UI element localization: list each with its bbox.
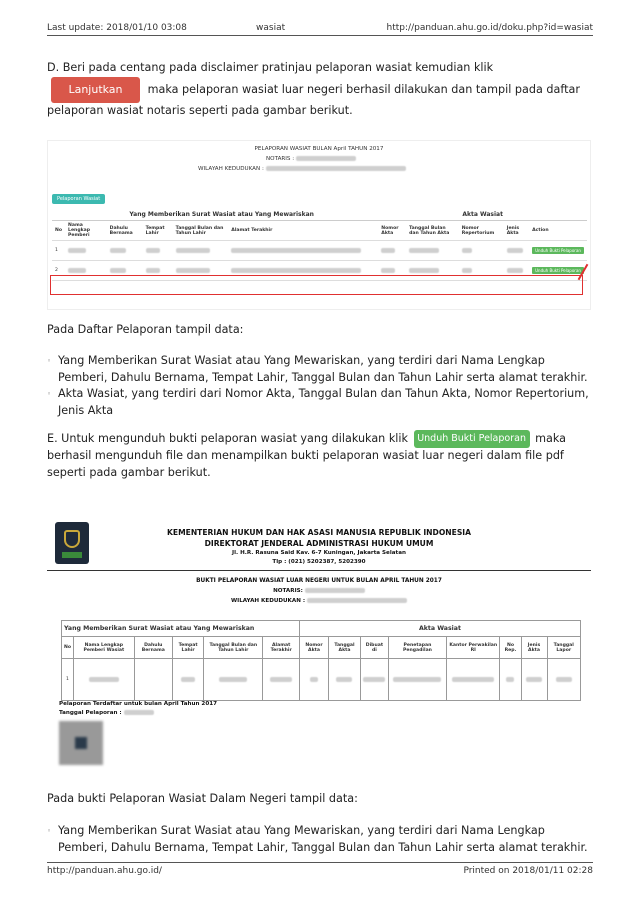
pdf-address: Jl. H.R. Rasuna Said Kav. 6-7 Kuningan, Jakarta Selatan bbox=[232, 550, 406, 556]
page-header bbox=[47, 20, 593, 36]
bukti-pelaporan-table bbox=[61, 620, 581, 701]
col-header: Tanggal Bulan dan Tahun Lahir bbox=[173, 221, 229, 241]
divider bbox=[47, 570, 591, 571]
col-header: No bbox=[52, 221, 65, 241]
col-header: Nomor Akta bbox=[299, 637, 328, 659]
table-row: 2 Unduh Bukti Pelaporan bbox=[52, 261, 587, 281]
pdf-wilayah: WILAYAH KEDUDUKAN : bbox=[47, 598, 591, 604]
page-url: http://panduan.ahu.go.id/doku.php?id=wasiat bbox=[386, 23, 593, 33]
pdf-foot1: Pelaporan Terdaftar untuk bulan April Tahun 2017 bbox=[59, 701, 217, 707]
unduh-bukti-pelaporan-button[interactable]: Unduh Bukti Pelaporan bbox=[414, 430, 530, 448]
pdf-phone: Tlp : (021) 5202387, 5202390 bbox=[272, 559, 366, 565]
col-header: Dibuat di bbox=[360, 637, 388, 659]
screenshot1-wilayah: WILAYAH KEDUDUKAN : bbox=[198, 166, 406, 172]
col-header: Nomor Akta bbox=[378, 221, 406, 241]
footer-site: http://panduan.ahu.go.id/ bbox=[47, 866, 162, 876]
bukti-pelaporan-pdf-screenshot bbox=[47, 512, 591, 774]
daftar-pelaporan-screenshot bbox=[47, 140, 591, 310]
pdf-doc-title: BUKTI PELAPORAN WASIAT LUAR NEGERI UNTUK BULAN APRIL TAHUN 2017 bbox=[196, 578, 442, 584]
unduh-bukti-button[interactable]: Unduh Bukti Pelaporan bbox=[532, 267, 584, 274]
redacted-text bbox=[266, 166, 406, 171]
col-header: Jenis Akta bbox=[521, 637, 547, 659]
bullet-icon: ◦ bbox=[47, 827, 52, 835]
list1-label: Pada Daftar Pelaporan tampil data: bbox=[47, 323, 244, 336]
col-header: Nomor Repertorium bbox=[459, 221, 504, 241]
col-header: Dahulu Bernama bbox=[107, 221, 143, 241]
col-header: No Rep. bbox=[500, 637, 521, 659]
section-e-text-before: E. Untuk mengunduh bukti pelaporan wasiat yang dilakukan klik bbox=[47, 432, 409, 445]
page-title: wasiat bbox=[256, 23, 286, 33]
unduh-bukti-button[interactable]: Unduh Bukti Pelaporan bbox=[532, 247, 584, 254]
screenshot1-title: PELAPORAN WASIAT BULAN April TAHUN 2017 bbox=[254, 146, 384, 152]
col-header: Alamat Terakhir bbox=[263, 637, 300, 659]
section-d-paragraph bbox=[47, 60, 593, 119]
redacted-text bbox=[296, 156, 356, 161]
col-header: Tanggal Bulan dan Tahun Lahir bbox=[204, 637, 263, 659]
col-header: Penetapan Pengadilan bbox=[388, 637, 446, 659]
section-d-text-after: maka pelaporan wasiat luar negeri berhasil dilakukan dan tampil pada daftar pelaporan wasiat notaris seperti pada gambar berikut. bbox=[47, 82, 580, 117]
col-header: Tempat Lahir bbox=[172, 637, 203, 659]
col-header: Dahulu Bernama bbox=[134, 637, 172, 659]
pdf-heading1: KEMENTERIAN HUKUM DAN HAK ASASI MANUSIA REPUBLIK INDONESIA bbox=[167, 528, 471, 537]
group-akta: Akta Wasiat bbox=[299, 621, 580, 637]
table-row: 1 bbox=[62, 659, 581, 701]
col-header: No bbox=[62, 637, 74, 659]
col-header: Nama Lengkap Pemberi Wasiat bbox=[74, 637, 135, 659]
page-footer bbox=[47, 862, 593, 878]
col-header: Tanggal Lapor bbox=[547, 637, 581, 659]
col-header: Nama Lengkap Pemberi bbox=[65, 221, 107, 241]
pdf-notaris: NOTARIS: bbox=[47, 588, 591, 594]
col-header: Tanggal Bulan dan Tahun Akta bbox=[406, 221, 459, 241]
col-header: Alamat Terakhir bbox=[228, 221, 378, 241]
list1 bbox=[47, 353, 593, 419]
footer-printed: Printed on 2018/01/11 02:28 bbox=[463, 866, 593, 876]
list2 bbox=[47, 823, 593, 856]
highlight-box bbox=[50, 275, 583, 295]
col-header: Tanggal Akta bbox=[329, 637, 361, 659]
lanjutkan-button[interactable]: Lanjutkan bbox=[51, 77, 140, 103]
pdf-foot2: Tanggal Pelaporan : bbox=[59, 710, 154, 716]
list-item: ◦ Yang Memberikan Surat Wasiat atau Yang Mewariskan, yang terdiri dari Nama Lengkap Pemberi, Dahulu Bernama, Tempat Lahir, Tanggal Bulan dan Tahun Lahir serta alamat terakhir. bbox=[47, 354, 588, 384]
col-header: Kantor Perwakilan RI bbox=[447, 637, 500, 659]
screenshot1-notaris: NOTARIS : bbox=[266, 156, 356, 162]
group-pemberi: Yang Memberikan Surat Wasiat atau Yang Mewariskan bbox=[65, 209, 378, 221]
pelaporan-wasiat-pill[interactable]: Pelaporan Wasiat bbox=[52, 194, 105, 204]
pdf-heading2: DIREKTORAT JENDERAL ADMINISTRASI HUKUM UMUM bbox=[204, 539, 434, 548]
table-row: 1 Unduh Bukti Pelaporan bbox=[52, 241, 587, 261]
bullet-icon: ◦ bbox=[47, 357, 52, 365]
group-pemberi: Yang Memberikan Surat Wasiat atau Yang Mewariskan bbox=[62, 621, 300, 637]
last-update: Last update: 2018/01/10 03:08 bbox=[47, 23, 187, 33]
col-header: Jenis Akta bbox=[504, 221, 529, 241]
section-e-text-after: maka berhasil mengunduh file dan menampilkan bukti pelaporan wasiat luar negeri dalam file pdf seperti pada gambar berikut. bbox=[47, 432, 567, 479]
section-d-text-before: D. Beri pada centang pada disclaimer pratinjau pelaporan wasiat kemudian klik bbox=[47, 61, 494, 74]
col-header: Action bbox=[529, 221, 587, 241]
group-akta: Akta Wasiat bbox=[378, 209, 587, 221]
qr-code-icon bbox=[59, 721, 103, 765]
daftar-pelaporan-table bbox=[52, 209, 587, 281]
list-item: ◦ Akta Wasiat, yang terdiri dari Nomor Akta, Tanggal Bulan dan Tahun Akta, Nomor Repertorium, Jenis Akta bbox=[47, 387, 589, 417]
section-e-paragraph bbox=[47, 430, 593, 481]
list2-label: Pada bukti Pelaporan Wasiat Dalam Negeri tampil data: bbox=[47, 792, 358, 805]
col-header: Tempat Lahir bbox=[143, 221, 173, 241]
list-item: ◦ Yang Memberikan Surat Wasiat atau Yang Mewariskan, yang terdiri dari Nama Lengkap Pemberi, Dahulu Bernama, Tempat Lahir, Tanggal Bulan dan Tahun Lahir serta alamat terakhir. bbox=[47, 824, 588, 854]
bullet-icon: ◦ bbox=[47, 390, 52, 398]
